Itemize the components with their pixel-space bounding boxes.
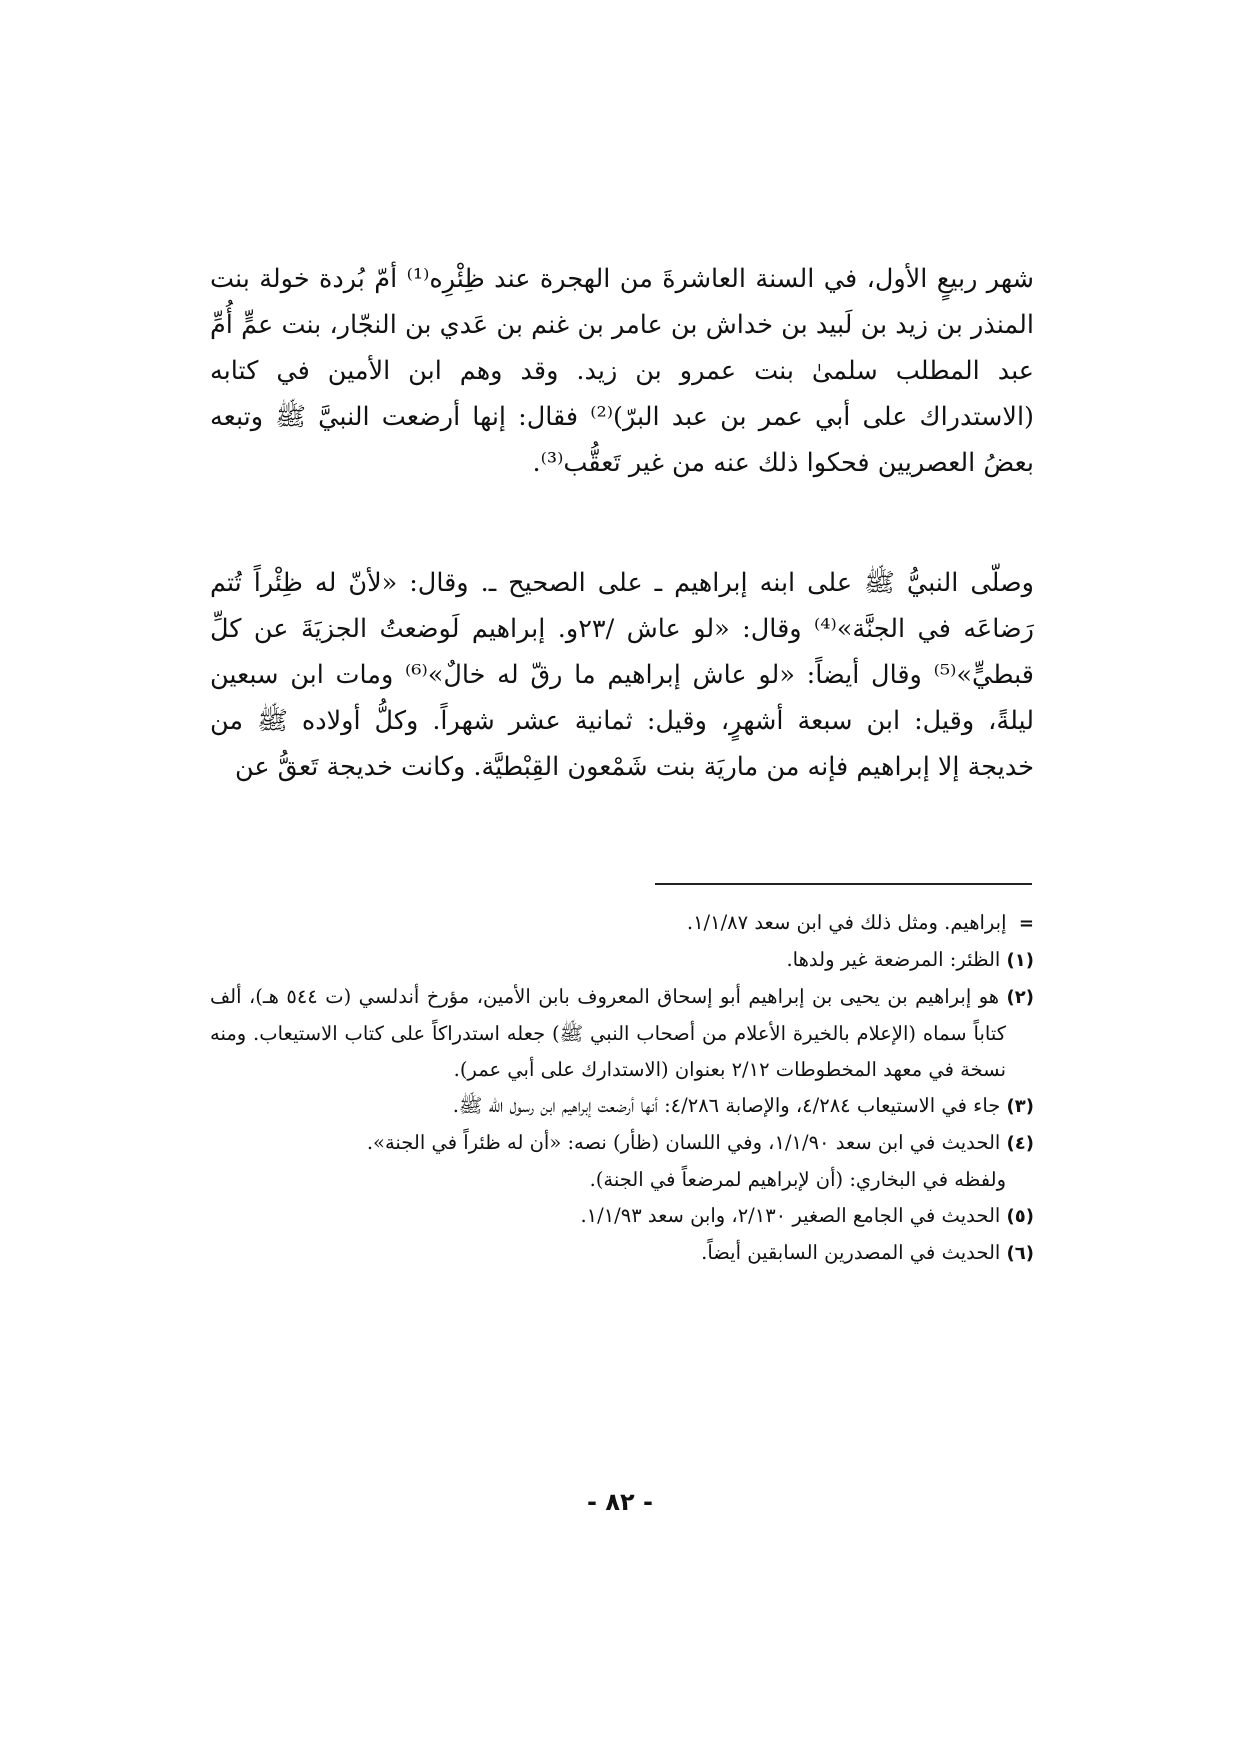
footnote-continuation [210,1162,1034,1198]
footnote-text: الحديث في ابن سعد ١/١/٩٠، وفي اللسان (ظأر) نصه: «أن له ظئراً في الجنة». [366,1131,1001,1154]
footnote-text: إبراهيم. ومثل ذلك في ابن سعد ١/١/٨٧. [686,911,1007,934]
footnote-marker: = [1018,913,1034,934]
footnote-item [210,979,1034,1088]
footnote-text: جاء في الاستيعاب ٤/٢٨٤، والإصابة ٤/٢٨٦: أنها أرضعت إبراهيم ابن رسول الله ﷺ. [452,1094,1001,1117]
footnote-separator [655,883,1032,885]
footnote-marker: (٤) [1006,1133,1034,1154]
footnote-text: الحديث في الجامع الصغير ٢/١٣٠، وابن سعد ١/١/٩٣. [580,1204,1001,1227]
footnote-item [210,905,1034,942]
footnote-item [210,1235,1034,1272]
footnote-item [210,1198,1034,1235]
footnote-marker: (٦) [1006,1243,1034,1264]
footnotes-list [210,905,1034,1272]
footnote-item [210,1088,1034,1125]
footnote-text: ولفظه في البخاري: (أن لإبراهيم لمرضعاً في الجنة). [589,1168,1006,1191]
footnote-marker: (٥) [1006,1206,1034,1227]
footnote-item [210,1125,1034,1162]
footnote-marker: (٢) [1006,987,1035,1008]
body-paragraph: وصلّى النبيُّ ﷺ على ابنه إبراهيم ـ على الصحيح ـ. وقال: «لأنّ له ظِئْراً تُتم رَضاعَه في الجنَّة»⁽⁴⁾ وقال: «لو عاش /٢٣و. إبراهيم لَوضعتُ الجزيَةَ عن كلِّ قبطيٍّ»⁽⁵⁾ وقال أيضاً: «لو عاش إبراهيم ما رقّ له خالٌ»⁽⁶⁾ ومات ابن سبعين ليلةً، وقيل: ابن سبعة أشهرٍ، وقيل: ثمانية عشر شهراً. وكلُّ أولاده ﷺ من خديجة إلا إبراهيم فإنه من ماريَة بنت شَمْعون القِبْطيَّة. وكانت خديجة تَعقُّ عن [210,568,1034,782]
footnote-marker: (١) [1006,950,1034,971]
page-number: - ٨٢ - [587,1488,653,1516]
footnote-item [210,942,1034,979]
footnote-text: الظئر: المرضعة غير ولدها. [786,948,1001,971]
body-paragraph: شهر ربيعٍ الأول، في السنة العاشرةَ من الهجرة عند ظِئْرِه⁽¹⁾ أمّ بُردة خولة بنت المنذر بن زيد بن لَبيد بن خداش بن عامر بن غنم بن عَدي بن النجّار، بنت عمٍّ أُمِّ عبد المطلب سلمىٰ بنت عمرو بن زيد. وقد وهم ابن الأمين في كتابه (الاستدراك على أبي عمر بن عبد البرّ)⁽²⁾ فقال: إنها أرضعت النبيَّ ﷺ وتبعه بعضُ العصريين فحكوا ذلك عنه من غير تَعقُّب⁽³⁾. [210,264,1034,478]
footnote-text: الحديث في المصدرين السابقين أيضاً. [701,1241,1001,1264]
footnote-text: هو إبراهيم بن يحيى بن إبراهيم أبو إسحاق المعروف بابن الأمين، مؤرخ أندلسي (ت ٥٤٤ هـ)، ألف كتاباً سماه (الإعلام بالخيرة الأعلام من أصحاب النبي ﷺ) جعله استدراكاً على كتاب الاستيعاب. ومنه نسخة في معهد المخطوطات ٢/١٢ بعنوان (الاستدارك على أبي عمر). [210,985,1006,1081]
footnote-marker: (٣) [1006,1096,1034,1117]
